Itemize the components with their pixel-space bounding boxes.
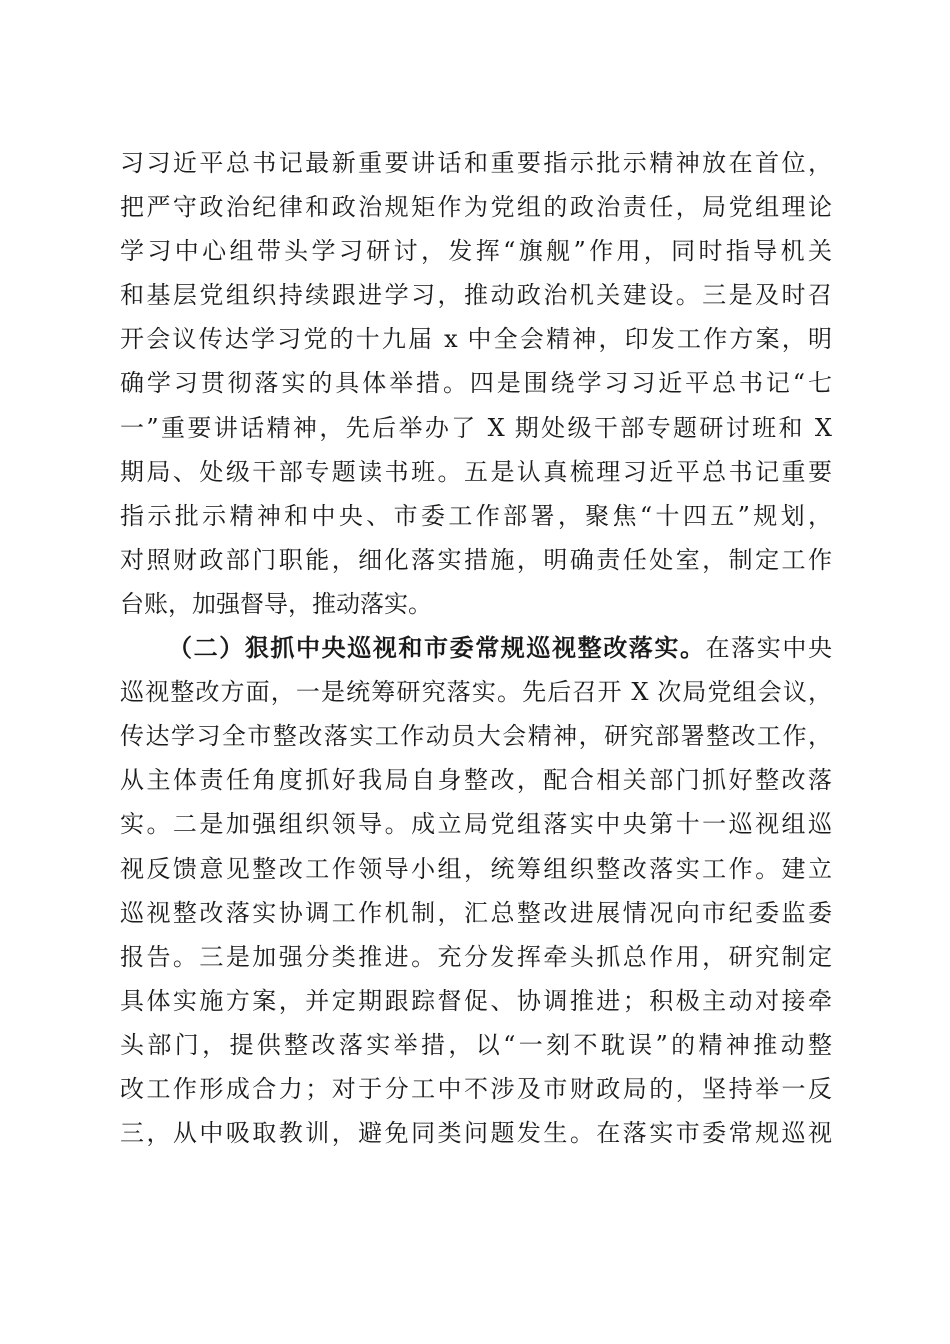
paragraph-2	[120, 626, 832, 1155]
text-line: 对照财政部门职能，细化落实措施，明确责任处室，制定工作	[120, 545, 832, 574]
text-line: 头部门，提供整改落实举措，以“一刻不耽误”的精神推动整	[120, 1030, 832, 1059]
text-line: 报告。三是加强分类推进。充分发挥牵头抓总作用，研究制定	[120, 942, 832, 971]
text-line: 具体实施方案，并定期跟踪督促、协调推进；积极主动对接牵	[120, 986, 832, 1015]
text-line: 巡视整改方面，一是统筹研究落实。先后召开 X 次局党组会议，	[120, 678, 832, 707]
body-text	[120, 141, 832, 1155]
text-line: 视反馈意见整改工作领导小组，统筹组织整改落实工作。建立	[120, 854, 832, 883]
paragraph-2-first-line	[120, 626, 832, 670]
paragraph-1	[120, 141, 832, 626]
text-line: 传达学习全市整改落实工作动员大会精神，研究部署整改工作，	[120, 722, 832, 751]
section-heading: （二）狠抓中央巡视和市委常规巡视整改落实。	[168, 633, 706, 663]
text-line: 巡视整改落实协调工作机制，汇总整改进展情况向市纪委监委	[120, 898, 832, 927]
heading-line-continuation: 在落实中央	[705, 634, 833, 663]
text-line: 实。二是加强组织领导。成立局党组落实中央第十一巡视组巡	[120, 810, 832, 839]
text-line: 一”重要讲话精神，先后举办了 X 期处级干部专题研讨班和 X	[120, 413, 832, 442]
text-line: 从主体责任角度抓好我局自身整改，配合相关部门抓好整改落	[120, 766, 832, 795]
text-line: 三，从中吸取教训，避免同类问题发生。在落实市委常规巡视	[120, 1119, 832, 1148]
text-line: 改工作形成合力；对于分工中不涉及市财政局的，坚持举一反	[120, 1074, 832, 1103]
text-line: 习习近平总书记最新重要讲话和重要指示批示精神放在首位，	[120, 149, 832, 177]
text-line: 把严守政治纪律和政治规矩作为党组的政治责任，局党组理论	[120, 193, 832, 222]
text-line: 和基层党组织持续跟进学习，推动政治机关建设。三是及时召	[120, 281, 832, 310]
text-line: 确学习贯彻落实的具体举措。四是围绕学习习近平总书记“七	[120, 369, 832, 398]
text-line: 台账，加强督导，推动落实。	[120, 589, 432, 618]
text-line: 指示批示精神和中央、市委工作部署，聚焦“十四五”规划，	[120, 501, 832, 530]
text-line: 开会议传达学习党的十九届 x 中全会精神，印发工作方案，明	[120, 325, 832, 354]
text-line: 学习中心组带头学习研讨，发挥“旗舰”作用，同时指导机关	[120, 237, 832, 266]
text-line: 期局、处级干部专题读书班。五是认真梳理习近平总书记重要	[120, 457, 832, 486]
